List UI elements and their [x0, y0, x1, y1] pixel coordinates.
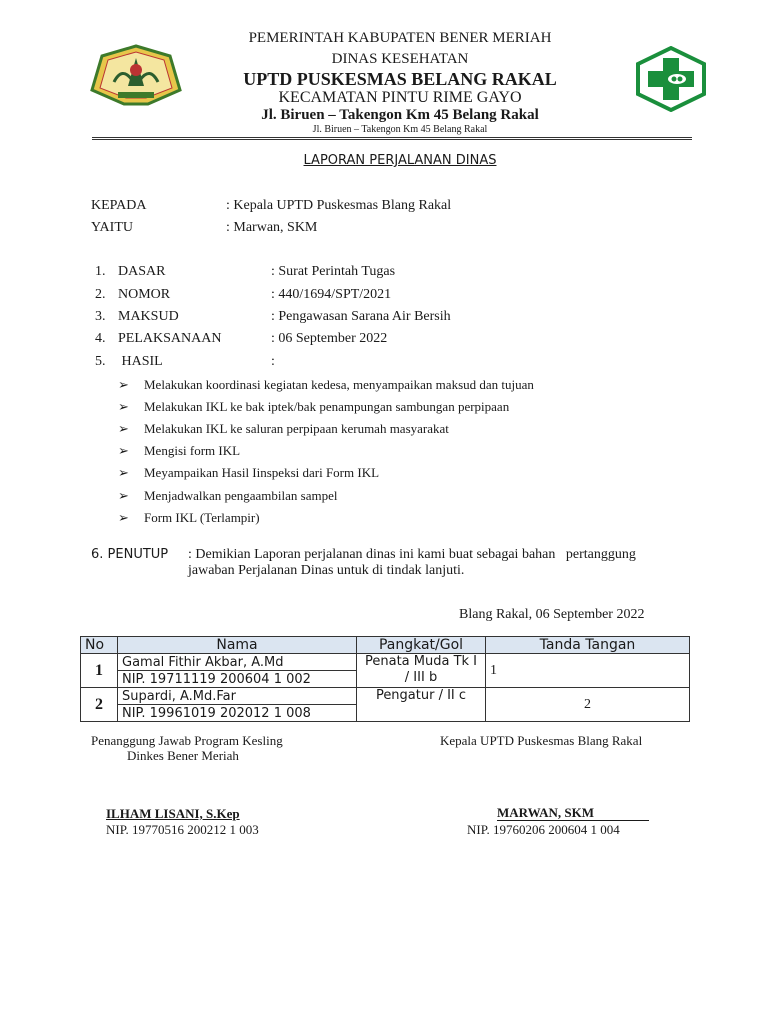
row-number: 1	[81, 654, 118, 688]
result-item: Menjadwalkan pengaambilan sampel	[144, 488, 338, 503]
item-number: 1.	[95, 264, 106, 279]
header-divider	[92, 137, 692, 138]
result-item: Meyampaikan Hasil Iinspeksi dari Form IKL	[144, 465, 380, 480]
row-rank-line1: Penata Muda Tk I	[364, 654, 478, 669]
item-label: NOMOR	[118, 287, 171, 302]
item-value: : Pengawasan Sarana Air Bersih	[271, 309, 451, 324]
header-divider-thin	[92, 139, 692, 140]
right-signer-name: MARWAN, SKM	[497, 806, 649, 821]
item-value: : Surat Perintah Tugas	[271, 264, 396, 279]
arrow-bullet-icon: ➢	[118, 510, 129, 525]
item-number: 5.	[95, 354, 106, 369]
arrow-bullet-icon: ➢	[118, 421, 129, 436]
row-name: Supardi, A.Md.Far	[118, 688, 357, 705]
column-header-pangkat: Pangkat/Gol	[357, 637, 486, 654]
item-number: 2.	[95, 287, 106, 302]
row-number: 2	[81, 688, 118, 722]
result-item: Mengisi form IKL	[144, 443, 241, 458]
left-signer-name: ILHAM LISANI, S.Kep	[106, 806, 240, 821]
closing-label: 6. PENUTUP	[91, 547, 169, 562]
table-header-row	[81, 637, 690, 654]
arrow-bullet-icon: ➢	[118, 377, 129, 392]
item-label: MAKSUD	[118, 309, 179, 324]
item-value: :	[271, 354, 275, 369]
item-number: 4.	[95, 331, 106, 346]
kepada-value: : Kepala UPTD Puskesmas Blang Rakal	[226, 198, 452, 213]
column-header-nama: Nama	[118, 637, 357, 654]
row-rank	[357, 654, 486, 688]
kepada-label: KEPADA	[91, 198, 147, 213]
document-title: LAPORAN PERJALANAN DINAS	[303, 153, 497, 168]
row-rank: Pengatur / II c	[357, 688, 486, 722]
left-signer-title: Penanggung Jawab Program Kesling	[91, 733, 283, 748]
header-department: DINAS KESEHATAN	[331, 51, 469, 67]
left-signer-nip: NIP. 19770516 200212 1 003	[106, 822, 259, 837]
left-signer-title-2: Dinkes Bener Meriah	[127, 748, 239, 763]
result-item: Form IKL (Terlampir)	[144, 510, 260, 525]
table-row	[81, 688, 690, 705]
arrow-bullet-icon: ➢	[118, 488, 129, 503]
item-label: DASAR	[118, 264, 166, 279]
table-row	[81, 654, 690, 671]
header-district: KECAMATAN PINTU RIME GAYO	[278, 89, 522, 106]
result-item: Melakukan koordinasi kegiatan kedesa, menyampaikan maksud dan tujuan	[144, 377, 534, 392]
yaitu-value: : Marwan, SKM	[226, 220, 318, 235]
item-value: : 440/1694/SPT/2021	[271, 287, 392, 302]
arrow-bullet-icon: ➢	[118, 443, 129, 458]
result-item: Melakukan IKL ke bak iptek/bak penampungan sambungan perpipaan	[144, 399, 510, 414]
row-name: Gamal Fithir Akbar, A.Md	[118, 654, 357, 671]
column-header-no: No	[81, 637, 118, 654]
right-signer-title: Kepala UPTD Puskesmas Blang Rakal	[440, 733, 643, 748]
column-header-tanda-tangan: Tanda Tangan	[486, 637, 690, 654]
right-signer-nip: NIP. 19760206 200604 1 004	[467, 822, 620, 837]
item-label: HASIL	[118, 354, 163, 369]
arrow-bullet-icon: ➢	[118, 465, 129, 480]
row-signature: 1	[486, 654, 690, 688]
item-number: 3.	[95, 309, 106, 324]
row-rank-line2: / III b	[404, 670, 438, 685]
row-signature: 2	[486, 688, 690, 722]
header-address-small: Jl. Biruen – Takengon Km 45 Belang Rakal	[312, 124, 488, 135]
signature-table	[80, 636, 690, 722]
closing-text-line2: jawaban Perjalanan Dinas untuk di tindak lanjuti.	[188, 563, 465, 578]
closing-text-line1: : Demikian Laporan perjalanan dinas ini kami buat sebagai bahan pertanggung	[188, 547, 636, 562]
item-label: PELAKSANAAN	[118, 331, 222, 346]
header-government: PEMERINTAH KABUPATEN BENER MERIAH	[248, 30, 552, 46]
result-item: Melakukan IKL ke saluran perpipaan kerumah masyarakat	[144, 421, 449, 436]
row-nip: NIP. 19961019 202012 1 008	[118, 705, 357, 722]
arrow-bullet-icon: ➢	[118, 399, 129, 414]
header-institution: UPTD PUSKESMAS BELANG RAKAL	[243, 69, 557, 89]
row-nip: NIP. 19711119 200604 1 002	[118, 671, 357, 688]
item-value: : 06 September 2022	[271, 331, 388, 346]
place-date: Blang Rakal, 06 September 2022	[459, 607, 645, 622]
header-address: Jl. Biruen – Takengon Km 45 Belang Rakal	[261, 107, 539, 123]
yaitu-label: YAITU	[91, 220, 133, 235]
